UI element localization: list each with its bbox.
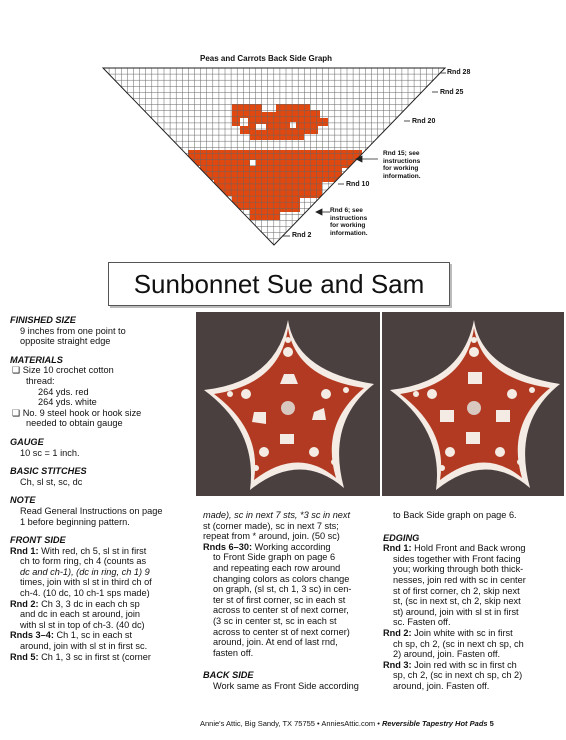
materials-heading: MATERIALS	[10, 354, 63, 365]
rnd5-label: Rnd 5:	[10, 651, 39, 662]
front-side-heading: FRONT SIDE	[10, 535, 66, 546]
rnd1-line: ch to form ring, ch 4 (counts as	[20, 556, 147, 567]
edging-rnd1-line: sc. Fasten off.	[393, 617, 451, 628]
materials-item-thread: ❑ Size 10 crochet cotton	[12, 365, 114, 376]
materials-line: needed to obtain gauge	[26, 418, 123, 429]
basic-stitches-heading: BASIC STITCHES	[10, 466, 87, 477]
edging-rnd2-line: 2) around, join. Fasten off.	[393, 649, 501, 660]
materials-line: thread:	[26, 375, 55, 386]
rnd3-4-line: Ch 1, sc in each st	[56, 630, 133, 641]
graph-rnd25-label: Rnd 25	[440, 89, 464, 96]
page-number: 5	[489, 719, 494, 728]
gauge-text: 10 sc = 1 inch.	[20, 447, 80, 458]
rnds6-30-line: changing colors as colors change	[213, 573, 350, 584]
finished-size-line: 9 inches from one point to	[20, 325, 126, 336]
back-side-text: Work same as Front Side according	[213, 680, 359, 691]
rnds6-30-line: Working according	[254, 541, 331, 552]
rnds6-30-line: on graph, (sl st, ch 1, 3 sc) in cen-	[213, 584, 352, 595]
edging-rnd1-line: sides together with Front facing	[393, 553, 521, 564]
graph-rnd6-note	[330, 207, 368, 237]
rnds6-30-line: ter st of first corner, sc in each st	[213, 594, 346, 605]
note-heading: NOTE	[10, 495, 36, 506]
back-side-graph	[0, 0, 566, 250]
rnd2-label: Rnd 2:	[10, 598, 39, 609]
materials-line: 264 yds. red	[38, 386, 89, 397]
footer-separator: •	[377, 719, 380, 728]
rnds6-30-line: (3 sc in center st, sc in each st	[213, 615, 337, 626]
back-side-heading: BACK SIDE	[203, 670, 254, 681]
edging-rnd1-line: st of first corner, ch 2, skip next	[393, 585, 520, 596]
graph-note-line: instructions	[383, 157, 421, 165]
graph-rnd20-label: Rnd 20	[412, 118, 436, 125]
rnds6-30-label: Rnds 6–30:	[203, 541, 253, 552]
graph-rnd10-label: Rnd 10	[346, 181, 370, 188]
materials-line: 264 yds. white	[38, 397, 97, 408]
page-title: Sunbonnet Sue and Sam	[133, 269, 425, 299]
edging-rnd2-line: ch sp, ch 2, (sc in next ch sp, ch	[393, 638, 524, 649]
edging-rnd1-line: st, (sc in next st, ch 2, skip next	[393, 596, 521, 607]
graph-title: Peas and Carrots Back Side Graph	[200, 54, 333, 63]
rnd2-line: with sl st in top of ch-3. (40 dc)	[20, 619, 145, 630]
gauge-heading: GAUGE	[10, 436, 44, 447]
rnd2-line: and dc in each st around, join	[20, 609, 141, 620]
graph-rnd2-label: Rnd 2	[292, 232, 312, 239]
finished-size-heading: FINISHED SIZE	[10, 315, 76, 325]
edging-rnd1-line: Hold Front and Back wrong	[414, 543, 526, 554]
graph-note-line: information.	[383, 172, 421, 180]
edging-rnd3-line: Join red with sc in first ch	[414, 659, 517, 670]
rnds6-30-line: across to center st of next corner)	[213, 626, 350, 637]
rnd1-label: Rnd 1:	[10, 545, 39, 556]
rnd5-cont-line: st (corner made), sc in next 7 sts;	[203, 520, 339, 531]
edging-rnd1-line: st) around, join with sl st in first	[393, 606, 519, 617]
footer-website[interactable]: AnniesAttic.com	[321, 719, 376, 728]
rnd1-line: ch-4. (10 dc, 10 ch-1 sps made)	[20, 588, 150, 599]
rnds6-30-line: and repeating each row around	[213, 562, 341, 573]
graph-note-line: for working	[330, 222, 366, 229]
graph-rnd15-note	[383, 150, 421, 180]
rnd2-line: Ch 3, 3 dc in each ch sp	[41, 598, 140, 609]
edging-rnd3-line: sp, ch 2, (sc in next ch sp, ch 2)	[393, 670, 523, 681]
graph-note-line: for working	[383, 165, 419, 172]
rnds6-30-line: across to center st of next corner,	[213, 605, 349, 616]
back-side-cont: to Back Side graph on page 6.	[393, 510, 517, 520]
rnd1-line: dc and ch-1), (dc in ring, ch 1) 9	[20, 566, 150, 577]
graph-note-line: instructions	[330, 214, 368, 222]
page-footer	[200, 719, 494, 728]
finished-size-line: opposite straight edge	[20, 336, 111, 347]
edging-rnd1-line: nesses, join red with sc in center	[393, 574, 526, 585]
edging-rnd1-line: you; working through both thick-	[393, 564, 524, 575]
graph-rnd15-label: Rnd 15; see	[383, 150, 420, 157]
edging-rnd1-label: Rnd 1:	[383, 543, 412, 554]
graph-rnd28-label: Rnd 28	[447, 69, 471, 76]
rnds6-30-line: to Front Side graph on page 6	[213, 552, 336, 563]
right-column	[383, 510, 563, 692]
basic-stitches-text: Ch, sl st, sc, dc	[20, 476, 83, 487]
rnds6-30-line: fasten off.	[213, 647, 254, 658]
rnd1-line: With red, ch 5, sl st in first	[41, 545, 147, 556]
graph-note-line: information.	[330, 229, 368, 237]
rnds6-30-line: around, join. At end of last rnd,	[213, 637, 338, 648]
edging-rnd3-label: Rnd 3:	[383, 659, 412, 670]
edging-rnd2-label: Rnd 2:	[383, 627, 412, 638]
rnd5-line: Ch 1, 3 sc in first st (corner	[41, 651, 151, 662]
rnd5-cont-line: made), sc in next 7 sts, *3 sc in next	[203, 510, 351, 520]
rnd3-4-label: Rnds 3–4:	[10, 630, 54, 641]
rnd5-cont-line: repeat from * around, join. (50 sc)	[203, 531, 340, 542]
graph-rnd6-label: Rnd 6; see	[330, 207, 363, 214]
edging-heading: EDGING	[383, 532, 420, 543]
rnd1-line: times, join with sl st in third ch of	[20, 577, 152, 588]
edging-rnd2-line: Join white with sc in first	[414, 627, 513, 638]
footer-publisher: Annie's Attic, Big Sandy, TX 75755 •	[200, 719, 320, 728]
left-column	[10, 315, 196, 662]
note-line: 1 before beginning pattern.	[20, 516, 130, 527]
hot-pads-photo	[196, 312, 564, 496]
edging-rnd3-line: around, join. Fasten off.	[393, 680, 490, 691]
rnd3-4-line: around, join with sl st in first sc.	[20, 641, 148, 652]
note-line: Read General Instructions on page	[20, 505, 163, 516]
materials-item-hook: ❑ No. 9 steel hook or hook size	[12, 407, 142, 418]
middle-column	[203, 510, 383, 692]
footer-book-title: Reversible Tapestry Hot Pads	[381, 719, 488, 728]
